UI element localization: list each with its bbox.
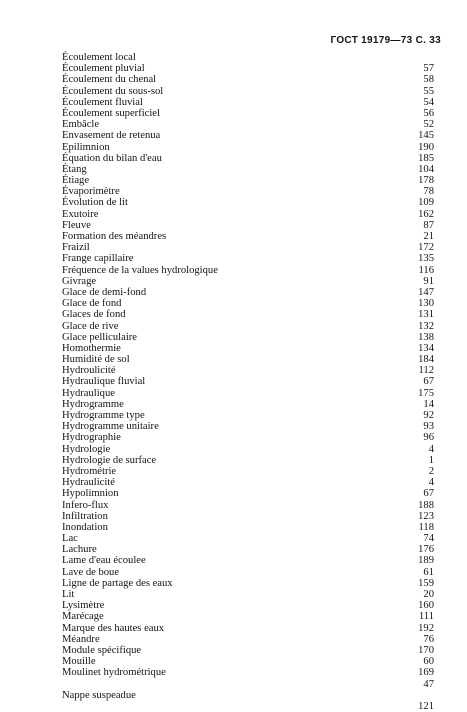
entry-number: 138 (418, 331, 434, 343)
index-entry (54, 500, 434, 511)
entry-term: Hypolimnion (62, 488, 119, 500)
entry-number: 109 (418, 197, 434, 209)
index-entry (54, 656, 434, 667)
entry-number: 116 (418, 264, 434, 276)
entry-term: Exutoire (62, 208, 99, 220)
entry-number: 112 (418, 365, 434, 377)
entry-number: 67 (423, 376, 434, 388)
entry-number: 130 (418, 298, 434, 310)
entry-number: 145 (418, 130, 434, 142)
index-entry (54, 522, 434, 533)
entry-number: 56 (423, 107, 434, 119)
entry-number: 131 (418, 309, 434, 321)
index-entry (54, 242, 434, 253)
index-entry (54, 287, 434, 298)
entry-number: 61 (423, 566, 434, 578)
entry-term: Écoulement pluvial (62, 63, 145, 75)
entry-term: Infiltration (62, 510, 108, 522)
entry-term: Embâcle (62, 119, 100, 131)
index-entry (54, 555, 434, 566)
entry-term: Étiage (62, 175, 90, 187)
index-entry (54, 74, 434, 85)
entry-term: Ligne de partage des eaux (62, 577, 173, 589)
entry-number: 162 (418, 208, 434, 220)
entry-term: Hydrographie (62, 432, 121, 444)
index-entry (54, 399, 434, 410)
index-entry (54, 119, 434, 130)
index-entry (54, 533, 434, 544)
index-entry (54, 567, 434, 578)
entry-term: Epilimnion (62, 141, 110, 153)
entry-term: Évaporimètre (62, 186, 120, 198)
entry-term: Humidité de sol (62, 354, 130, 366)
entry-term: Inondation (62, 521, 108, 533)
index-entry (54, 477, 434, 488)
entry-term: Écoulement du sous-sol (62, 85, 164, 97)
entry-number: 178 (418, 175, 434, 187)
index-entry (54, 309, 434, 320)
entry-term: Fleuve (62, 219, 91, 231)
index-entry (54, 410, 434, 421)
entry-number: 184 (418, 354, 434, 366)
index-entry (54, 164, 434, 175)
entry-term: Lachure (62, 544, 97, 556)
entry-term: Glace de rive (62, 320, 119, 332)
entry-number: 52 (423, 119, 434, 131)
entry-term: Envasement de retenua (62, 130, 161, 142)
index-entry (54, 376, 434, 387)
entry-number: 57 (423, 63, 434, 75)
index-entry (54, 455, 434, 466)
index-entry (54, 108, 434, 119)
entry-number: 78 (423, 186, 434, 198)
index-entry (54, 276, 434, 287)
entry-number: 160 (418, 600, 434, 612)
index-entry (54, 153, 434, 164)
entry-number: 147 (418, 286, 434, 298)
entry-number: 121 (418, 700, 434, 712)
entry-term: Hydraulicité (62, 477, 115, 489)
index-entry (54, 86, 434, 97)
entry-number: 132 (418, 320, 434, 332)
entry-term: Nappe suspeadue (62, 689, 136, 701)
index-entry (54, 466, 434, 477)
index-entry (54, 578, 434, 589)
entry-term: Marécage (62, 611, 104, 623)
entry-number: 54 (423, 96, 434, 108)
entry-number: 60 (423, 656, 434, 668)
entry-number: 74 (423, 533, 434, 545)
entry-number: 135 (418, 253, 434, 265)
entry-term: Hydrogramme (62, 398, 124, 410)
entry-number: 123 (418, 510, 434, 522)
index-entry (54, 186, 434, 197)
entry-number: 67 (423, 488, 434, 500)
index-entry (54, 667, 434, 678)
entry-term: Glace pelliculaire (62, 331, 137, 343)
index-entry (54, 63, 434, 74)
entry-number: 176 (418, 544, 434, 556)
entry-number: 20 (423, 589, 434, 600)
entry-number: 96 (423, 432, 434, 444)
entry-number: 192 (418, 622, 434, 634)
entry-term: Fréquence de la values hydrologique (62, 264, 218, 276)
entry-term: Givrage (62, 275, 97, 287)
entry-number: 188 (418, 499, 434, 511)
index-entry (54, 589, 434, 600)
index-entry (54, 343, 434, 354)
entry-number: 92 (423, 410, 434, 421)
index-entry (54, 175, 434, 186)
entry-term: Frange capillaire (62, 253, 134, 265)
index-entry (54, 332, 434, 343)
entry-number: 58 (423, 74, 434, 86)
entry-term: Évolution de lit (62, 197, 128, 209)
entry-number: 4 (428, 477, 434, 489)
index-entry (54, 253, 434, 264)
index-entry (54, 611, 434, 622)
index-entry (54, 365, 434, 376)
entry-term: Glace de demi-fond (62, 286, 147, 298)
entry-term: Hydrogramme unitaire (62, 421, 159, 433)
entry-term: Lame d'eau écoulee (62, 555, 146, 567)
index-entry (54, 690, 434, 701)
entry-number: 47 (423, 678, 434, 690)
entry-term: Méandre (62, 633, 100, 645)
entry-term: Écoulement superficiel (62, 107, 160, 119)
index-entry (54, 679, 434, 690)
entry-term: Module spécifique (62, 644, 142, 656)
entry-term: Équation du bilan d'eau (62, 152, 162, 164)
entry-number: 185 (418, 152, 434, 164)
entry-number: 134 (418, 342, 434, 354)
index-entry (54, 354, 434, 365)
entry-term: Écoulement local (62, 52, 136, 63)
index-entry (54, 701, 434, 712)
index-entry (54, 421, 434, 432)
index-entry (54, 645, 434, 656)
entry-number: 104 (418, 163, 434, 175)
index-entry (54, 444, 434, 455)
index-entry (54, 600, 434, 611)
index-entry (54, 511, 434, 522)
entry-term: Lysimètre (62, 600, 105, 612)
entry-number: 175 (418, 387, 434, 399)
index-entry (54, 623, 434, 634)
entry-term: Lit (62, 589, 75, 600)
entry-number: 111 (418, 611, 434, 623)
index-entry (54, 321, 434, 332)
entry-term: Glace de fond (62, 298, 122, 310)
index-entry (54, 488, 434, 499)
entry-term: Hydroulicité (62, 365, 116, 377)
index-entry (54, 97, 434, 108)
entry-number: 170 (418, 644, 434, 656)
index-entry (54, 432, 434, 443)
entry-number: 76 (423, 633, 434, 645)
index-entry (54, 142, 434, 153)
entry-term: Homothermie (62, 342, 121, 354)
entry-term: Infero-flux (62, 499, 109, 511)
entry-number: 14 (423, 398, 434, 410)
index-entry (54, 634, 434, 645)
index-entry (54, 265, 434, 276)
entry-number: 169 (418, 667, 434, 679)
index-entry (54, 220, 434, 231)
entry-term: Formation des méandres (62, 231, 167, 242)
entry-number: 159 (418, 577, 434, 589)
index-entry (54, 388, 434, 399)
index-entry (54, 130, 434, 141)
index-entry (54, 231, 434, 242)
entry-term: Marque des hautes eaux (62, 622, 165, 634)
page-header: ГОСТ 19179—73 С. 33 (330, 35, 441, 46)
entry-term: Étang (62, 163, 87, 175)
entry-number: 189 (418, 555, 434, 567)
entry-number: 1 (428, 454, 434, 466)
index-entry (54, 209, 434, 220)
entry-term: Hydrogramme type (62, 410, 145, 421)
index-list (54, 52, 434, 712)
entry-number: 190 (418, 141, 434, 153)
index-entry (54, 52, 434, 63)
entry-term: Hydraulique fluvial (62, 376, 146, 388)
entry-number: 91 (423, 275, 434, 287)
entry-term: Hydrologie de surface (62, 454, 157, 466)
entry-number: 87 (423, 219, 434, 231)
entry-number: 118 (418, 521, 434, 533)
entry-term: Hydrologie (62, 443, 111, 455)
entry-term: Lac (62, 533, 78, 545)
entry-number: 172 (418, 242, 434, 254)
entry-term: Moulinet hydrométrique (62, 667, 166, 679)
entry-number: 55 (423, 85, 434, 97)
entry-term: Lave de boue (62, 566, 120, 578)
entry-number: 2 (428, 465, 434, 477)
entry-number: 21 (423, 231, 434, 242)
entry-term: Hydrométrie (62, 465, 117, 477)
entry-term: Glaces de fond (62, 309, 126, 321)
entry-term: Fraizil (62, 242, 90, 254)
entry-term: Écoulement fluvial (62, 96, 143, 108)
entry-term: Mouille (62, 656, 96, 668)
index-entry (54, 197, 434, 208)
index-entry (54, 298, 434, 309)
entry-term: Écoulement du chenal (62, 74, 157, 86)
index-entry (54, 544, 434, 555)
entry-number: 93 (423, 421, 434, 433)
entry-term: Hydraulique (62, 387, 115, 399)
entry-number: 4 (428, 443, 434, 455)
